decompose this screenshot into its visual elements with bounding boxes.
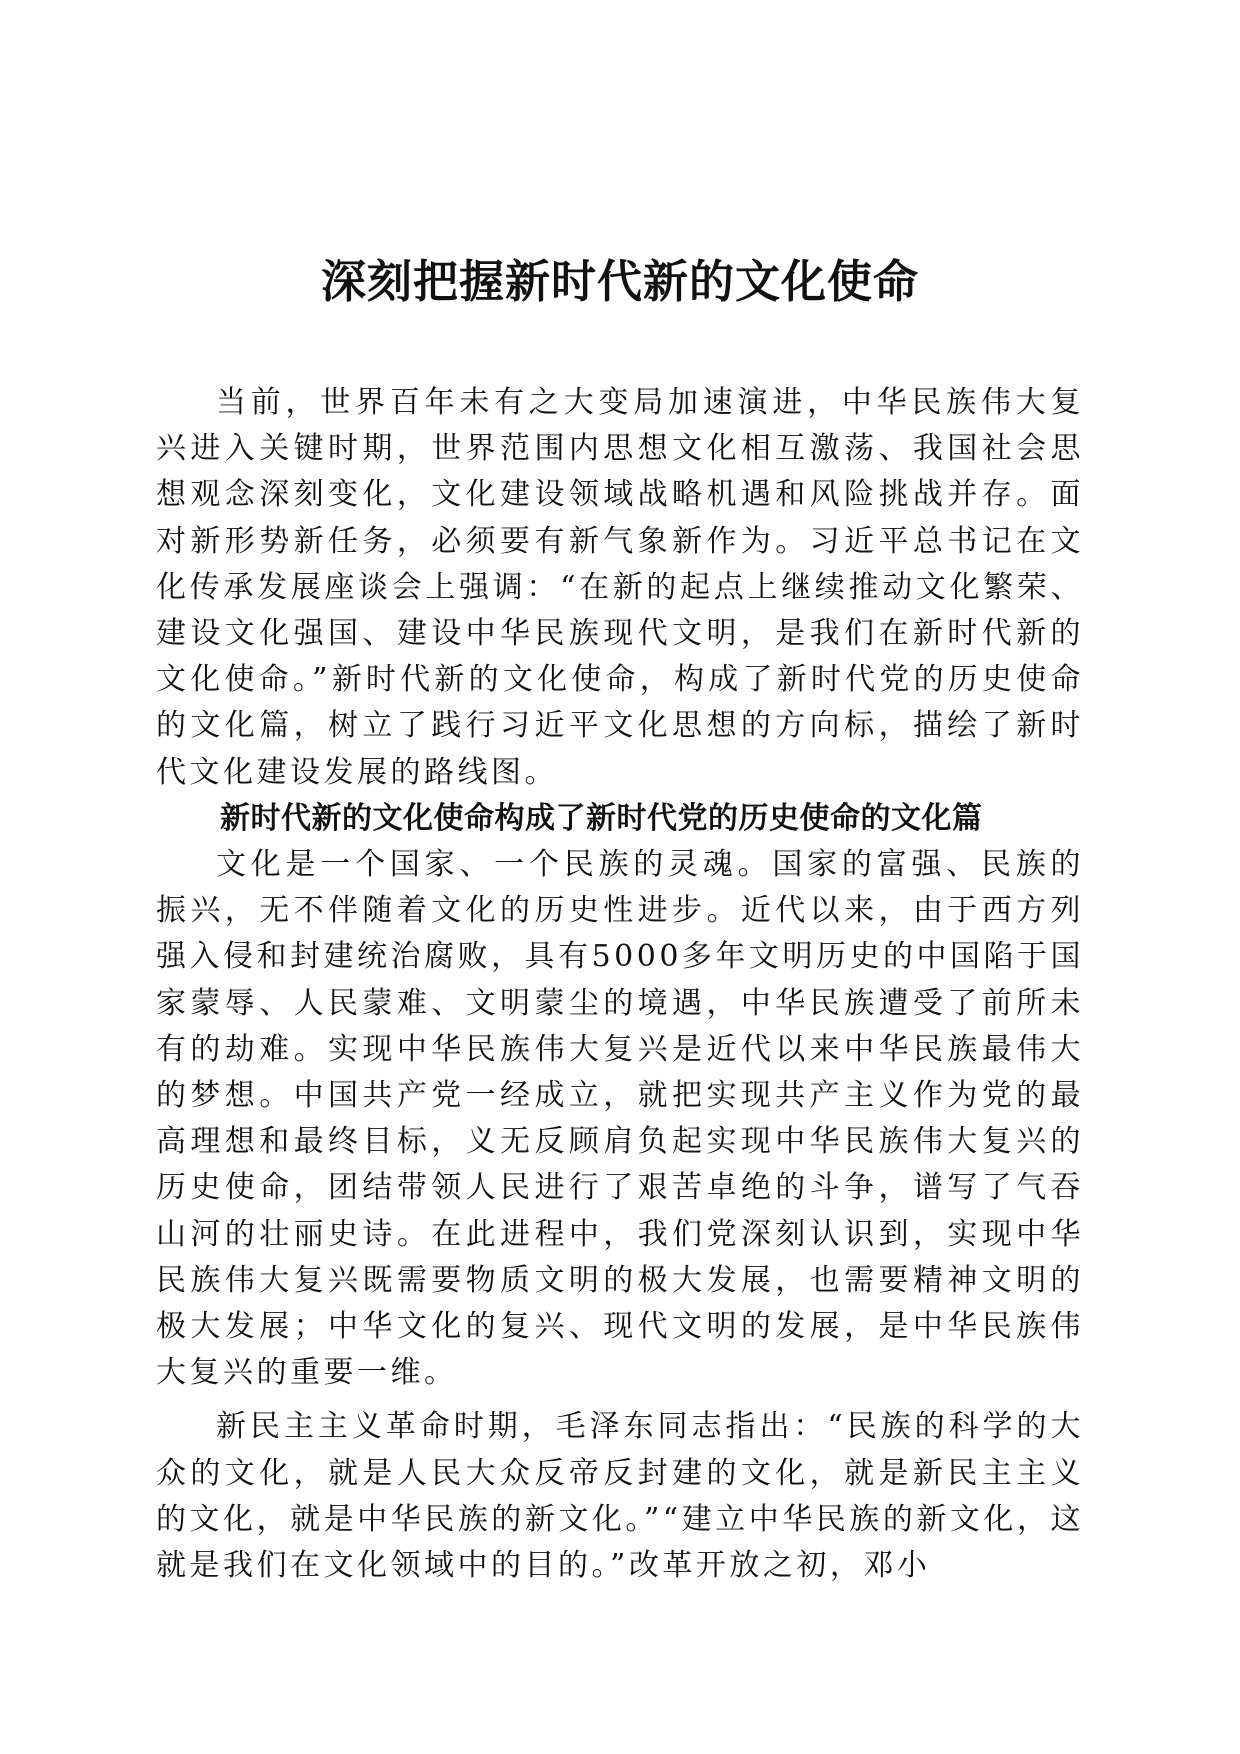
document-title: 深刻把握新时代新的文化使命 bbox=[320, 255, 919, 308]
section-heading: 新时代新的文化使命构成了新时代党的历史使命的文化篇 bbox=[220, 800, 983, 836]
body-paragraph: 文化是一个国家、一个民族的灵魂。国家的富强、民族的振兴，无不伴随着文化的历史性进步。近代以来，由于西方列强入侵和封建统治腐败，具有5000多年文明历史的中国陷于国家蒙辱、人民蒙难、文明蒙尘的境遇，中华民族遭受了前所未有的劫难。实现中华民族伟大复兴是近代以来中华民族最伟大的梦想。中国共产党一经成立，就把实现共产主义作为党的最高理想和最终目标，义无反顾肩负起实现中华民族伟大复兴的历史使命，团结带领人民进行了艰苦卓绝的斗争，谱写了气吞山河的壮丽史诗。在此进程中，我们党深刻认识到，实现中华民族伟大复兴既需要物质文明的极大发展，也需要精神文明的极大发展；中华文化的复兴、现代文明的发展，是中华民族伟大复兴的重要一维。 bbox=[156, 847, 1084, 1391]
document-body bbox=[156, 380, 1084, 1589]
body-paragraph: 新民主主义革命时期，毛泽东同志指出：“民族的科学的大众的文化，就是人民大众反帝反封建的文化，就是新民主主义的文化，就是中华民族的新文化。”“建立中华民族的新文化，这就是我们在文化领域中的目的。”改革开放之初，邓小 bbox=[156, 1409, 1084, 1584]
intro-paragraph: 当前，世界百年未有之大变局加速演进，中华民族伟大复兴进入关键时期，世界范围内思想文化相互激荡、我国社会思想观念深刻变化，文化建设领域战略机遇和风险挑战并存。面对新形势新任务，必须要有新气象新作为。习近平总书记在文化传承发展座谈会上强调：“在新的起点上继续推动文化繁荣、建设文化强国、建设中华民族现代文明，是我们在新时代新的文化使命。”新时代新的文化使命，构成了新时代党的历史使命的文化篇，树立了践行习近平文化思想的方向标，描绘了新时代文化建设发展的路线图。 bbox=[156, 385, 1084, 790]
